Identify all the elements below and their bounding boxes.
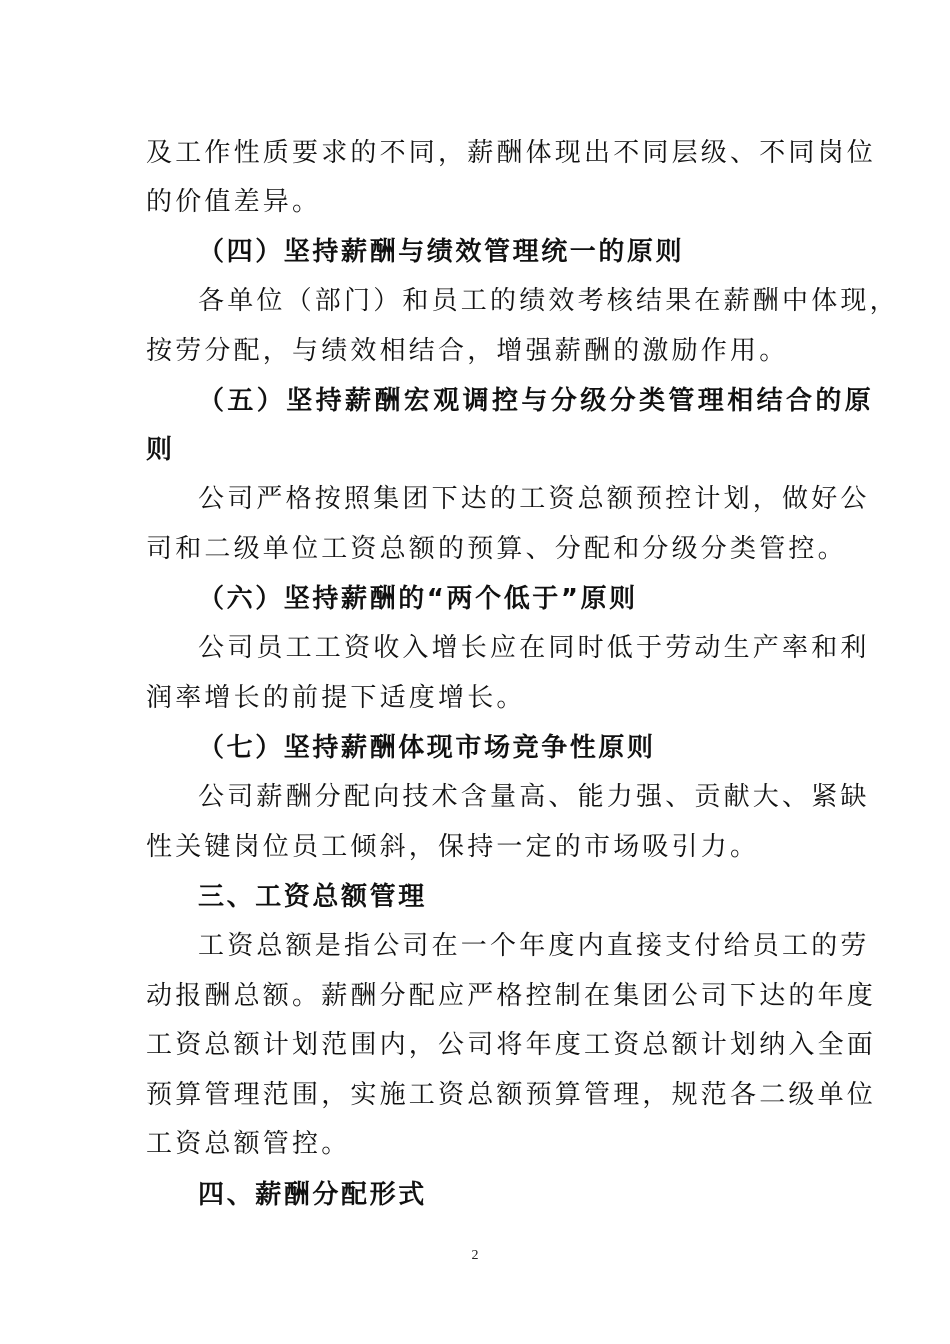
section-heading-7: （七）坚持薪酬体现市场竞争性原则 [198,733,656,763]
body-text-line: 性关键岗位员工倾斜，保持一定的市场吸引力。 [146,832,760,862]
body-text-line: 的价值差异。 [146,187,322,217]
body-text-line: 公司员工工资收入增长应在同时低于劳动生产率和利 [198,633,870,663]
section-heading-5: （五）坚持薪酬宏观调控与分级分类管理相结合的原 [198,386,875,416]
body-text-line: 预算管理范围，实施工资总额预算管理，规范各二级单位 [146,1080,877,1110]
body-text-line: 工资总额计划范围内，公司将年度工资总额计划纳入全面 [146,1030,877,1060]
page-number: 2 [471,1248,479,1263]
chapter-heading-3: 三、工资总额管理 [198,882,427,912]
body-text-line: 按劳分配，与绩效相结合，增强薪酬的激励作用。 [146,336,789,366]
section-heading-6: （六）坚持薪酬的“两个低于”原则 [198,584,638,614]
body-text-line: 各单位（部门）和员工的绩效考核结果在薪酬中体现， [198,286,899,316]
section-heading-5-continued: 则 [146,435,175,465]
body-text-line: 公司薪酬分配向技术含量高、能力强、贡献大、紧缺 [198,782,870,812]
chapter-heading-4: 四、薪酬分配形式 [198,1180,427,1210]
body-text-line: 司和二级单位工资总额的预算、分配和分级分类管控。 [146,534,847,564]
body-text-line: 动报酬总额。薪酬分配应严格控制在集团公司下达的年度 [146,981,877,1011]
section-heading-4: （四）坚持薪酬与绩效管理统一的原则 [198,237,685,267]
body-text-line: 及工作性质要求的不同，薪酬体现出不同层级、不同岗位 [146,138,877,168]
body-text-line: 工资总额是指公司在一个年度内直接支付给员工的劳 [198,931,870,961]
body-text-line: 润率增长的前提下适度增长。 [146,683,526,713]
body-text-line: 公司严格按照集团下达的工资总额预控计划，做好公 [198,484,870,514]
body-text-line: 工资总额管控。 [146,1129,351,1159]
